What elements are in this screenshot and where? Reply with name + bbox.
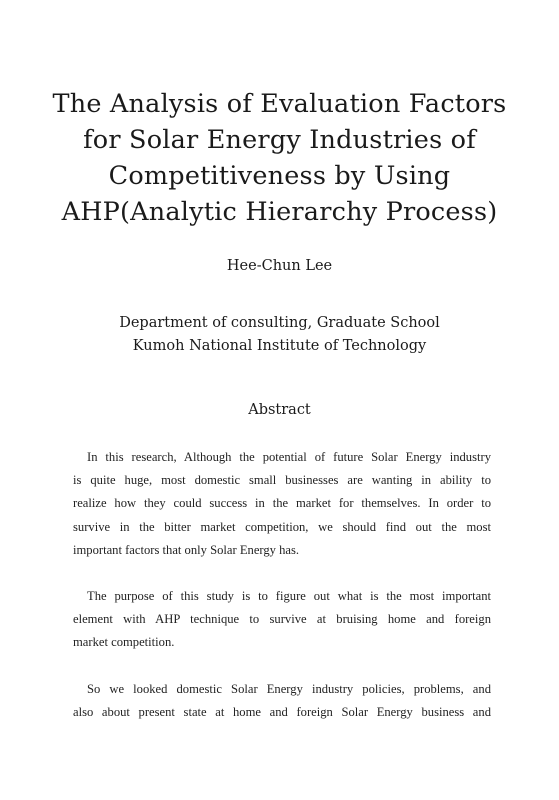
title-line: Competitiveness by Using (108, 161, 451, 191)
text-line: survive in the bitter market competition, we should find out the most (73, 519, 491, 534)
text-line: element with AHP technique to survive at bruising home and foreign (73, 612, 491, 627)
text-line: In this research, Although the potential of future Solar Energy industry (87, 450, 491, 464)
text-line: important factors that only Solar Energy has. (73, 542, 300, 557)
title-line: AHP(Analytic Hierarchy Process) (61, 197, 498, 227)
text-line: So we looked domestic Solar Energy industry policies, problems, and (87, 681, 491, 696)
text-line: The purpose of this study is to figure out what is the most important (87, 588, 491, 603)
author-affiliation (0, 312, 559, 358)
title-line: for Solar Energy Industries of (83, 125, 476, 155)
title-line: The Analysis of Evaluation Factors (52, 89, 507, 119)
paper-title (40, 86, 519, 230)
text-line: market competition. (73, 635, 175, 650)
abstract-body (73, 446, 491, 724)
abstract-heading: Abstract (248, 402, 311, 418)
affiliation-line: Kumoh National Institute of Technology (132, 338, 427, 354)
author-name: Hee-Chun Lee (226, 258, 333, 274)
affiliation-line: Department of consulting, Graduate School (119, 315, 440, 331)
abstract-paragraph (73, 678, 491, 724)
abstract-paragraph (73, 585, 491, 655)
abstract-paragraph (73, 446, 491, 562)
text-line: also about present state at home and foreign Solar Energy business and (73, 704, 491, 719)
text-line: is quite huge, most domestic small businesses are wanting in ability to (73, 473, 491, 488)
text-line: realize how they could success in the market for themselves. In order to (73, 496, 491, 511)
